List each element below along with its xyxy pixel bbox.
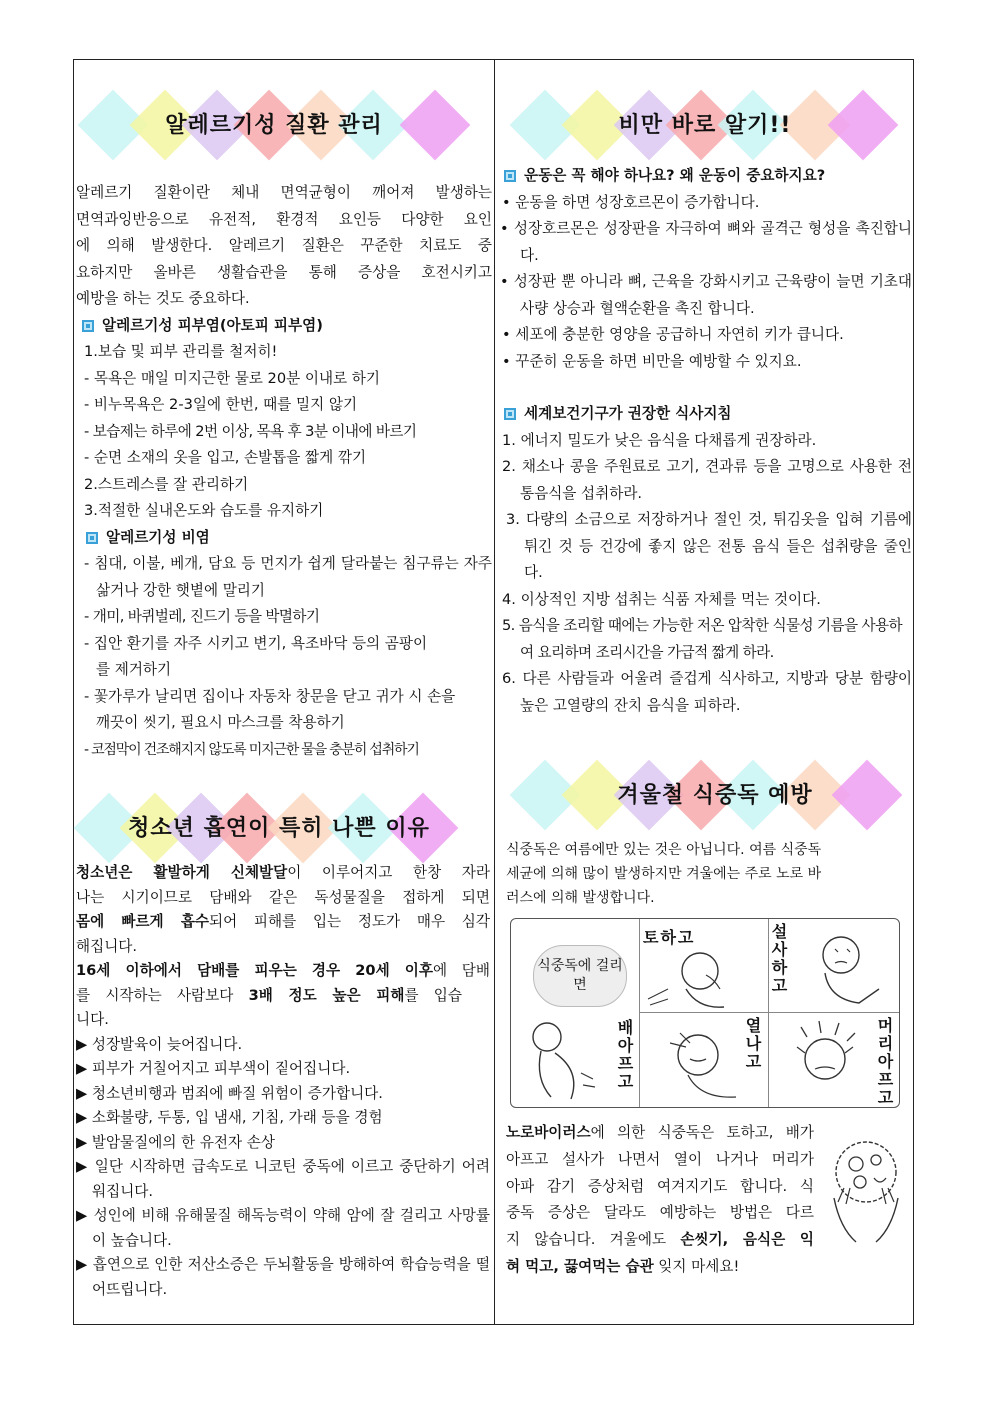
- winter-title: 겨울철 식중독 예방: [617, 783, 813, 808]
- text: 되어 피해를 입는 정도가 매우 심각: [209, 913, 490, 930]
- smoking-banner: [78, 783, 490, 873]
- winter-intro-line: 러스에 의해 발생합니다.: [506, 890, 655, 906]
- obesity-banner: [500, 80, 910, 170]
- list-item: 3. 다량의 소금으로 저장하거나 절인 것, 튀김옷을 입혀 기름에 튀긴 것 등 건강에 좋지 않은 전통 음식 들은 섭취량을 줄인다.: [506, 511, 912, 581]
- column-divider: [494, 59, 495, 1325]
- list-item: - 순면 소재의 옷을 입고, 손발톱을 짧게 깎기: [84, 449, 367, 466]
- list-item: ▶ 청소년비행과 범죄에 빠질 위험이 증가합니다.: [76, 1084, 383, 1102]
- list-item: ▶ 흡연으로 인한 저산소증은 두뇌활동을 방해하여 학습능력을 떨어뜨립니다.: [76, 1256, 490, 1298]
- text: 를 입습: [404, 986, 462, 1004]
- list-item: 6. 다른 사람들과 어울려 즐겁게 식사하고, 지방과 당분 함량이 높은 고열량의 잔치 음식을 피하라.: [502, 670, 912, 714]
- text: 중독 증상은 달라도 예방하는 방법은 다르: [506, 1204, 814, 1222]
- fever-label: 열나고: [743, 1017, 762, 1071]
- allergy-intro-line: 요하지만 올바른 생활습관을 통해 증상을 호전시키고: [76, 263, 492, 281]
- list-item: ▶ 일단 시작하면 급속도로 니코틴 중독에 이르고 중단하기 어려워집니다.: [76, 1158, 490, 1200]
- text: 니다.: [76, 1011, 109, 1028]
- smoking-para-line: [76, 1008, 490, 1033]
- smoking-para-line: [76, 886, 490, 911]
- stomach-label: 배아프고: [615, 1019, 634, 1091]
- list-item: 1.보습 및 피부 관리를 철저히!: [84, 343, 278, 360]
- text: 에 의한 식중독은 토하고, 배가: [590, 1124, 814, 1141]
- diet-heading-text: 세계보건기구가 권장한 식사지침: [524, 405, 732, 422]
- list-item: ▶ 성장발육이 늦어집니다.: [76, 1035, 243, 1053]
- winter-outro-line: [506, 1254, 814, 1281]
- bold-text: 16세 이하에서 담배를 피우는 경우 20세 이후: [76, 962, 433, 979]
- allergy-intro-line: 면역과잉반응으로 유전적, 환경적 요인등 다양한 요인: [76, 210, 492, 228]
- bold-text: 손씻기, 음식은 익: [680, 1231, 815, 1249]
- list-item: 2. 채소나 콩을 주원료로 고기, 견과류 등을 고명으로 사용한 전통음식을 섭취하라.: [502, 458, 912, 502]
- headache-label: 머리아프고: [875, 1017, 894, 1107]
- exercise-heading-text: 운동은 꼭 해야 하나요? 왜 운동이 중요하지요?: [524, 167, 826, 184]
- vomit-label: 토하고: [643, 928, 696, 947]
- bold-text: 혀 먹고, 끓여먹는 습관: [506, 1257, 654, 1275]
- allergy-intro-line: 예방을 하는 것도 중요하다.: [76, 290, 250, 307]
- bold-text: 노로바이러스: [506, 1124, 591, 1141]
- winter-banner: [500, 750, 910, 840]
- atopy-heading: [82, 313, 492, 340]
- winter-outro-line: [506, 1120, 814, 1147]
- list-item: 3.적절한 실내온도와 습도를 유지하기: [84, 502, 324, 519]
- diarrhea-panel: [769, 919, 899, 1013]
- winter-intro-line: 식중독은 여름에만 있는 것은 아닙니다. 여름 식중독: [506, 842, 822, 858]
- allergy-intro-line: 알레르기 질환이란 체내 면역균형이 깨어져 발생하는: [76, 184, 492, 201]
- square-bullet-icon: [504, 408, 516, 420]
- list-item: 4. 이상적인 지방 섭취는 식품 자체를 먹는 것이다.: [502, 590, 821, 608]
- winter-outro-line: [506, 1174, 814, 1201]
- winter-intro: [506, 838, 886, 910]
- smoking-para-line: [76, 935, 490, 960]
- list-item: 1. 에너지 밀도가 낮은 음식을 다채롭게 권장하라.: [502, 431, 817, 449]
- smoking-para-line: [76, 910, 490, 935]
- smoking-para-line: [76, 861, 490, 886]
- diarrhea-figure-icon: [769, 919, 897, 1011]
- bold-text: 3배 정도 높은 피해: [248, 986, 405, 1004]
- list-item: - 집안 환기를 자주 시키고 변기, 욕조바닥 등의 곰팡이를 제거하기: [84, 634, 428, 678]
- obesity-title: 비만 바로 알기!!: [618, 113, 792, 138]
- list-item: - 꽃가루가 날리면 집이나 자동차 창문을 닫고 귀가 시 손을 깨끗이 씻기, 필요시 마스크를 착용하기: [84, 687, 456, 731]
- list-item: ▶ 소화불량, 두통, 입 냄새, 기침, 가래 등을 경험: [76, 1109, 383, 1126]
- text: 아파 감기 증상처럼 여겨지기도 합니다. 식: [506, 1177, 814, 1195]
- list-item: ▶ 피부가 거칠어지고 피부색이 짙어집니다.: [76, 1060, 351, 1077]
- winter-outro: [506, 1120, 814, 1281]
- winter-outro-line: [506, 1200, 814, 1227]
- allergy-intro-line: 에 의해 발생한다. 알레르기 질환은 꾸준한 치료도 중: [76, 237, 492, 254]
- bold-text: 몸에 빠르게 흡수: [76, 913, 210, 930]
- text: 아프고 설사가 나면서 열이 나거나 머리가: [506, 1150, 814, 1168]
- atopy-heading-text: 알레르기성 피부염(아토피 피부염): [102, 316, 323, 334]
- list-item: • 성장호르몬은 성장판을 자극하여 뼈와 골격근 형성을 촉진합니다.: [500, 220, 912, 264]
- text: 를 시작하는 사람보다: [76, 986, 249, 1004]
- list-item: - 개미, 바퀴벌레, 진드기 등을 박멸하기: [84, 608, 320, 625]
- rhinitis-heading: [86, 525, 492, 552]
- text: 에 담배: [433, 962, 490, 979]
- smoking-para-line: [76, 959, 490, 984]
- virus-hands-icon: [826, 1138, 906, 1248]
- text: 지 않습니다. 겨울에도: [506, 1231, 681, 1249]
- allergy-title: 알레르기성 질환 관리: [165, 113, 383, 138]
- obesity-section: [498, 163, 912, 719]
- list-item: 2.스트레스를 잘 관리하기: [84, 475, 249, 493]
- list-item: - 침대, 이불, 베개, 담요 등 먼지가 쉽게 달라붙는 침구류는 자주 삶거나 강한 햇볕에 말리기: [84, 555, 492, 599]
- allergy-section: [76, 180, 492, 763]
- text: 나는 시기이므로 담배와 같은 독성물질을 접하게 되면: [76, 888, 490, 906]
- smoking-section: [76, 861, 490, 1302]
- text: 해집니다.: [76, 937, 138, 955]
- winter-outro-line: [506, 1227, 814, 1254]
- symptom-cloud: 식중독에 걸리면: [533, 945, 627, 1007]
- list-item: ▶ 성인에 비해 유해물질 해독능력이 약해 암에 잘 걸리고 사망률이 높습니다.: [76, 1207, 490, 1249]
- text: 이 이루어지고 한창 자라: [287, 864, 490, 881]
- list-item: • 꾸준히 운동을 하면 비만을 예방할 수 있지요.: [502, 352, 802, 370]
- list-item: - 목욕은 매일 미지근한 물로 20분 이내로 하기: [84, 369, 380, 387]
- list-item: ▶ 발암물질에의 한 유전자 손상: [76, 1133, 275, 1151]
- smoking-para-line: [76, 984, 490, 1009]
- square-bullet-icon: [82, 320, 94, 332]
- smoking-title: 청소년 흡연이 특히 나쁜 이유: [128, 816, 430, 841]
- winter-intro-line: 세균에 의해 많이 발생하지만 겨울에는 주로 노로 바: [506, 866, 822, 882]
- list-item: - 보습제는 하루에 2번 이상, 목욕 후 3분 이내에 바르기: [84, 422, 417, 440]
- list-item: • 세포에 충분한 영양을 공급하니 자연히 키가 큽니다.: [502, 326, 844, 343]
- list-item: 5. 음식을 조리할 때에는 가능한 저온 압착한 식물성 기름을 사용하여 요리하며 조리시간을 가급적 짧게 하라.: [502, 617, 903, 661]
- bold-text: 청소년은 활발하게 신체발달: [76, 864, 288, 881]
- square-bullet-icon: [86, 532, 98, 544]
- list-item: • 성장판 뿐 아니라 뼈, 근육을 강화시키고 근육량이 늘면 기초대사량 상승과 혈액순환을 촉진 합니다.: [500, 273, 912, 317]
- rhinitis-heading-text: 알레르기성 비염: [106, 528, 210, 546]
- diarrhea-label: 설사하고: [769, 923, 788, 995]
- symptom-illustration: [510, 918, 900, 1108]
- exercise-heading: [504, 163, 912, 190]
- list-item: - 비누목욕은 2-3일에 한번, 때를 밀지 않기: [84, 396, 358, 413]
- winter-outro-line: [506, 1147, 814, 1174]
- list-item: - 코점막이 건조해지지 않도록 미지근한 물을 충분히 섭취하기: [84, 741, 419, 758]
- text: 잊지 마세요!: [653, 1257, 740, 1275]
- diet-heading: [504, 401, 912, 428]
- list-item: • 운동을 하면 성장호르몬이 증가합니다.: [502, 193, 760, 211]
- square-bullet-icon: [504, 170, 516, 182]
- allergy-banner: [78, 80, 490, 170]
